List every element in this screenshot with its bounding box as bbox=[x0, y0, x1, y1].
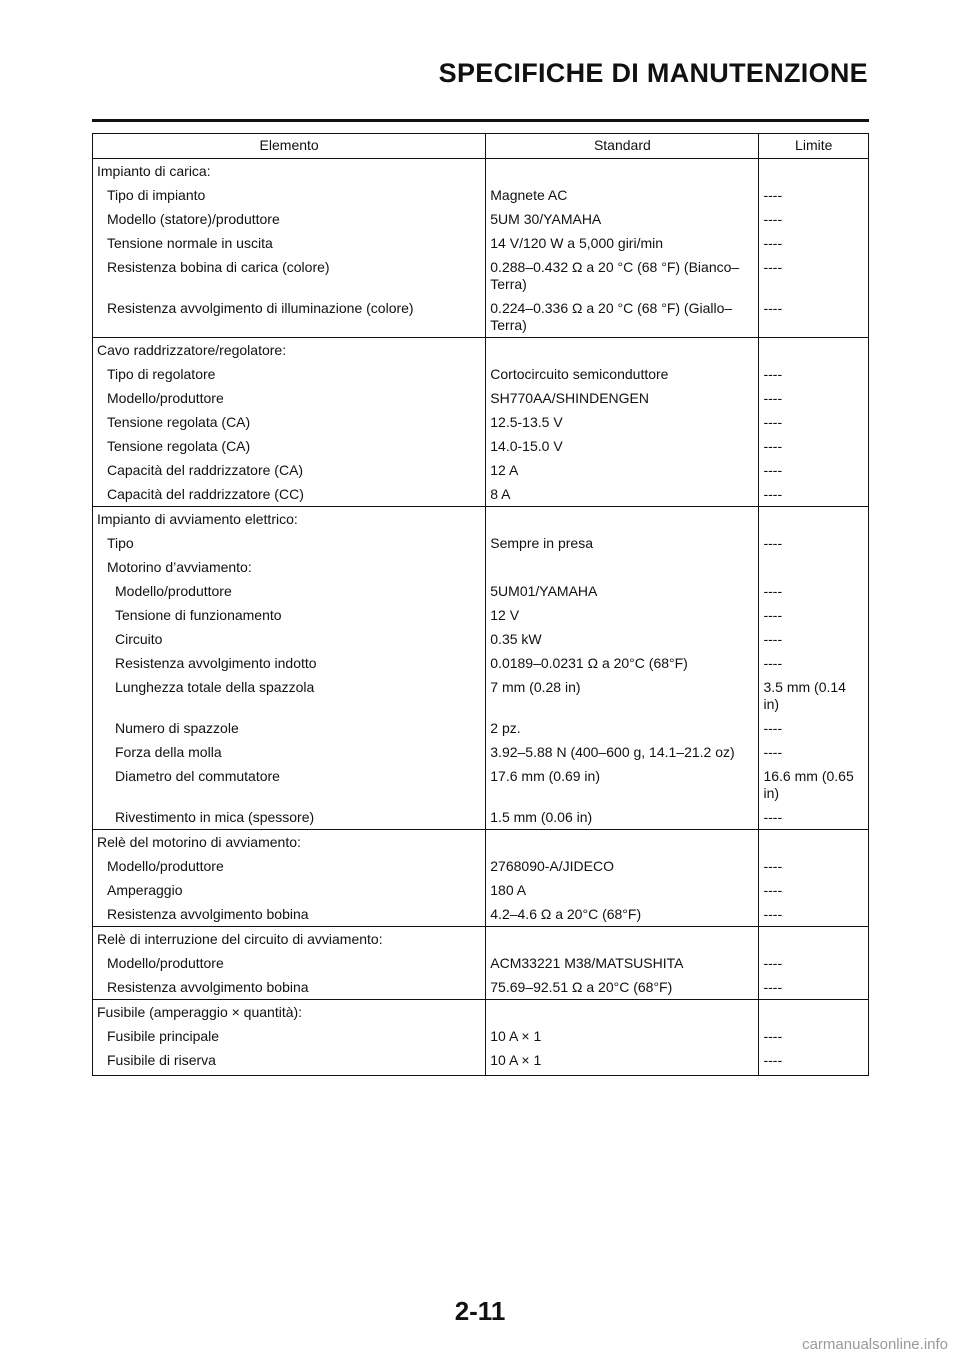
row-standard: 17.6 mm (0.69 in) bbox=[486, 764, 759, 805]
row-standard bbox=[486, 507, 759, 532]
row-standard: Sempre in presa bbox=[486, 531, 759, 555]
row-standard: Magnete AC bbox=[486, 183, 759, 207]
row-limit: ---- bbox=[759, 434, 869, 458]
table-row bbox=[93, 531, 869, 555]
row-item: Tensione di funzionamento bbox=[93, 603, 486, 627]
table-group-row bbox=[93, 338, 869, 363]
table-row bbox=[93, 603, 869, 627]
row-limit: ---- bbox=[759, 740, 869, 764]
table-row bbox=[93, 458, 869, 482]
row-standard: 7 mm (0.28 in) bbox=[486, 675, 759, 716]
row-limit: ---- bbox=[759, 603, 869, 627]
row-standard: 14 V/120 W a 5,000 giri/min bbox=[486, 231, 759, 255]
row-item: Modello/produttore bbox=[93, 579, 486, 603]
row-item: Fusibile principale bbox=[93, 1024, 486, 1048]
table-row bbox=[93, 1024, 869, 1048]
table-row bbox=[93, 805, 869, 830]
table-row bbox=[93, 207, 869, 231]
table-row bbox=[93, 410, 869, 434]
row-limit bbox=[759, 507, 869, 532]
row-standard bbox=[486, 830, 759, 855]
table-row bbox=[93, 975, 869, 1000]
row-standard: ACM33221 M38/MATSUSHITA bbox=[486, 951, 759, 975]
row-limit: ---- bbox=[759, 854, 869, 878]
row-limit: 3.5 mm (0.14 in) bbox=[759, 675, 869, 716]
row-limit bbox=[759, 1000, 869, 1025]
row-limit: ---- bbox=[759, 458, 869, 482]
row-standard: 12 A bbox=[486, 458, 759, 482]
row-limit: ---- bbox=[759, 1024, 869, 1048]
row-standard: 75.69–92.51 Ω a 20°C (68°F) bbox=[486, 975, 759, 1000]
row-item: Motorino d’avviamento: bbox=[93, 555, 486, 579]
row-limit: ---- bbox=[759, 579, 869, 603]
row-limit: ---- bbox=[759, 255, 869, 296]
row-limit: ---- bbox=[759, 231, 869, 255]
row-item: Modello/produttore bbox=[93, 854, 486, 878]
row-standard: 2 pz. bbox=[486, 716, 759, 740]
row-standard: 4.2–4.6 Ω a 20°C (68°F) bbox=[486, 902, 759, 927]
row-item: Lunghezza totale della spazzola bbox=[93, 675, 486, 716]
header-standard: Standard bbox=[486, 134, 759, 159]
row-item: Rivestimento in mica (spessore) bbox=[93, 805, 486, 830]
row-limit: ---- bbox=[759, 805, 869, 830]
row-standard bbox=[486, 159, 759, 184]
spec-table bbox=[92, 133, 869, 1076]
row-limit: ---- bbox=[759, 1048, 869, 1076]
row-limit bbox=[759, 555, 869, 579]
row-standard bbox=[486, 927, 759, 952]
row-item: Tensione regolata (CA) bbox=[93, 410, 486, 434]
row-limit: ---- bbox=[759, 183, 869, 207]
page-number: 2-11 bbox=[454, 1296, 506, 1326]
row-standard: Cortocircuito semiconduttore bbox=[486, 362, 759, 386]
row-limit: ---- bbox=[759, 207, 869, 231]
table-row bbox=[93, 764, 869, 805]
row-standard: 10 A × 1 bbox=[486, 1024, 759, 1048]
table-row bbox=[93, 951, 869, 975]
row-item: Relè di interruzione del circuito di avviamento: bbox=[93, 927, 486, 952]
table-group-row bbox=[93, 927, 869, 952]
table-row bbox=[93, 716, 869, 740]
table-header-row bbox=[93, 134, 869, 159]
row-item: Relè del motorino di avviamento: bbox=[93, 830, 486, 855]
row-limit bbox=[759, 927, 869, 952]
row-limit: ---- bbox=[759, 716, 869, 740]
table-row bbox=[93, 296, 869, 338]
row-limit: ---- bbox=[759, 410, 869, 434]
row-standard: 5UM01/YAMAHA bbox=[486, 579, 759, 603]
row-item: Capacità del raddrizzatore (CA) bbox=[93, 458, 486, 482]
row-standard: SH770AA/SHINDENGEN bbox=[486, 386, 759, 410]
title-rule bbox=[92, 119, 869, 122]
row-item: Capacità del raddrizzatore (CC) bbox=[93, 482, 486, 507]
row-limit: ---- bbox=[759, 902, 869, 927]
table-row bbox=[93, 482, 869, 507]
table-row bbox=[93, 740, 869, 764]
row-standard bbox=[486, 1000, 759, 1025]
row-item: Diametro del commutatore bbox=[93, 764, 486, 805]
row-item: Resistenza avvolgimento bobina bbox=[93, 902, 486, 927]
row-limit: ---- bbox=[759, 878, 869, 902]
table-row bbox=[93, 579, 869, 603]
row-limit: ---- bbox=[759, 651, 869, 675]
row-limit: ---- bbox=[759, 362, 869, 386]
table-row bbox=[93, 555, 869, 579]
table-row bbox=[93, 854, 869, 878]
row-standard bbox=[486, 338, 759, 363]
table-group-row bbox=[93, 159, 869, 184]
table-group-row bbox=[93, 507, 869, 532]
row-item: Tensione normale in uscita bbox=[93, 231, 486, 255]
row-limit bbox=[759, 159, 869, 184]
table-row bbox=[93, 627, 869, 651]
row-limit: ---- bbox=[759, 482, 869, 507]
table-row bbox=[93, 386, 869, 410]
row-item: Fusibile di riserva bbox=[93, 1048, 486, 1076]
row-limit: ---- bbox=[759, 975, 869, 1000]
row-standard: 180 A bbox=[486, 878, 759, 902]
row-item: Resistenza avvolgimento bobina bbox=[93, 975, 486, 1000]
row-standard: 0.224–0.336 Ω a 20 °C (68 °F) (Giallo–Terra) bbox=[486, 296, 759, 338]
row-standard: 12 V bbox=[486, 603, 759, 627]
row-item: Fusibile (amperaggio × quantità): bbox=[93, 1000, 486, 1025]
row-standard bbox=[486, 555, 759, 579]
row-item: Resistenza avvolgimento di illuminazione (colore) bbox=[93, 296, 486, 338]
table-row bbox=[93, 902, 869, 927]
page-title: SPECIFICHE DI MANUTENZIONE bbox=[438, 58, 868, 88]
row-limit bbox=[759, 338, 869, 363]
row-limit: ---- bbox=[759, 296, 869, 338]
header-element: Elemento bbox=[93, 134, 486, 159]
row-standard: 14.0-15.0 V bbox=[486, 434, 759, 458]
table-row bbox=[93, 255, 869, 296]
row-limit bbox=[759, 830, 869, 855]
row-item: Forza della molla bbox=[93, 740, 486, 764]
row-item: Resistenza avvolgimento indotto bbox=[93, 651, 486, 675]
row-standard: 8 A bbox=[486, 482, 759, 507]
row-item: Numero di spazzole bbox=[93, 716, 486, 740]
row-standard: 0.288–0.432 Ω a 20 °C (68 °F) (Bianco–Terra) bbox=[486, 255, 759, 296]
row-item: Amperaggio bbox=[93, 878, 486, 902]
table-row bbox=[93, 1048, 869, 1076]
table-row bbox=[93, 878, 869, 902]
row-item: Impianto di carica: bbox=[93, 159, 486, 184]
row-item: Tensione regolata (CA) bbox=[93, 434, 486, 458]
table-row bbox=[93, 675, 869, 716]
watermark: carmanualsonline.info bbox=[802, 1336, 948, 1353]
table-row bbox=[93, 183, 869, 207]
table-row bbox=[93, 651, 869, 675]
row-standard: 10 A × 1 bbox=[486, 1048, 759, 1076]
row-limit: ---- bbox=[759, 951, 869, 975]
row-limit: 16.6 mm (0.65 in) bbox=[759, 764, 869, 805]
row-standard: 2768090-A/JIDECO bbox=[486, 854, 759, 878]
table-group-row bbox=[93, 1000, 869, 1025]
row-limit: ---- bbox=[759, 531, 869, 555]
row-item: Cavo raddrizzatore/regolatore: bbox=[93, 338, 486, 363]
row-item: Tipo di impianto bbox=[93, 183, 486, 207]
row-item: Tipo di regolatore bbox=[93, 362, 486, 386]
row-item: Modello (statore)/produttore bbox=[93, 207, 486, 231]
row-standard: 0.35 kW bbox=[486, 627, 759, 651]
table-group-row bbox=[93, 830, 869, 855]
row-item: Circuito bbox=[93, 627, 486, 651]
row-standard: 1.5 mm (0.06 in) bbox=[486, 805, 759, 830]
row-standard: 12.5-13.5 V bbox=[486, 410, 759, 434]
row-standard: 5UM 30/YAMAHA bbox=[486, 207, 759, 231]
row-standard: 0.0189–0.0231 Ω a 20°C (68°F) bbox=[486, 651, 759, 675]
row-limit: ---- bbox=[759, 386, 869, 410]
row-item: Modello/produttore bbox=[93, 951, 486, 975]
table-row bbox=[93, 434, 869, 458]
row-item: Impianto di avviamento elettrico: bbox=[93, 507, 486, 532]
table-row bbox=[93, 231, 869, 255]
row-limit: ---- bbox=[759, 627, 869, 651]
row-item: Tipo bbox=[93, 531, 486, 555]
row-item: Resistenza bobina di carica (colore) bbox=[93, 255, 486, 296]
row-standard: 3.92–5.88 N (400–600 g, 14.1–21.2 oz) bbox=[486, 740, 759, 764]
header-limit: Limite bbox=[759, 134, 869, 159]
table-row bbox=[93, 362, 869, 386]
row-item: Modello/produttore bbox=[93, 386, 486, 410]
